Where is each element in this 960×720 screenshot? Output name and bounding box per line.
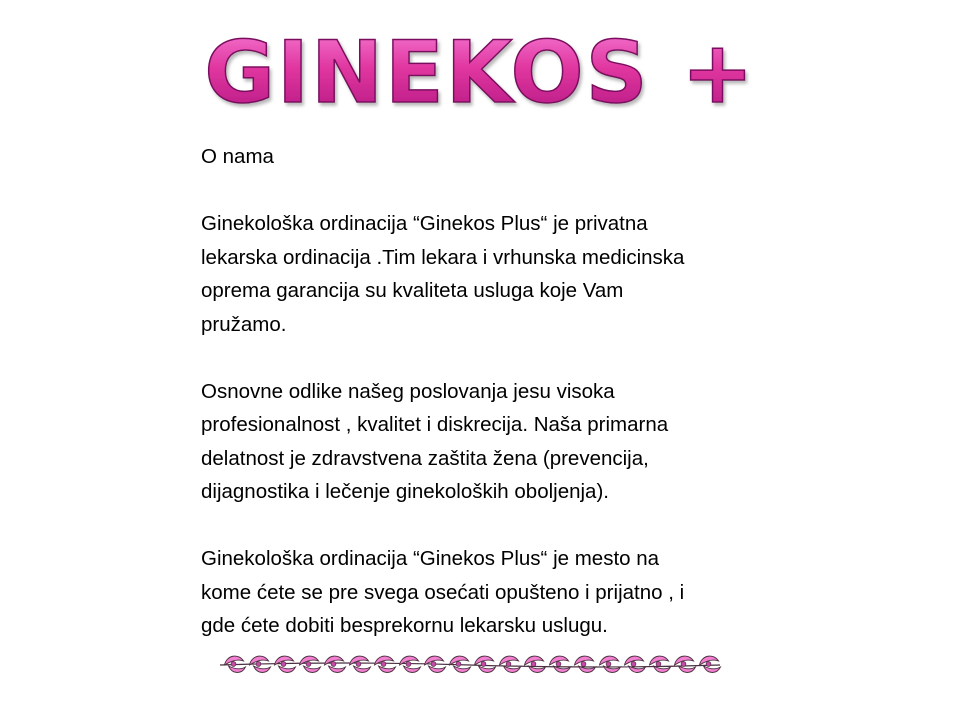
paragraph-line: Ginekološka ordinacija “Ginekos Plus“ je privatna (201, 212, 648, 235)
paragraph-line: gde ćete dobiti besprekornu lekarsku uslugu. (201, 614, 608, 637)
page-title (200, 22, 760, 122)
paragraph-line: pružamo. (201, 312, 287, 336)
paragraph-line: dijagnostika i lečenje ginekoloških oboljenja). (201, 480, 609, 503)
paragraph-line: kome ćete se pre svega osećati opušteno i prijatno , i (201, 580, 685, 604)
paragraph-intro (201, 207, 801, 341)
about-content (201, 140, 801, 643)
paragraph-line: Osnovne odlike našeg poslovanja jesu visoka (201, 379, 615, 403)
paragraph-line: delatnost je zdravstvena zaštita žena (prevencija, (201, 446, 649, 470)
section-heading: O nama (201, 145, 274, 168)
floral-border-icon (218, 650, 722, 678)
paragraph-line: oprema garancija su kvaliteta usluga koje Vam (201, 279, 624, 302)
paragraph-line: profesionalnost , kvalitet i diskrecija. Naša primarna (201, 413, 669, 436)
paragraph-closing (201, 542, 801, 643)
paragraph-line: lekarska ordinacija .Tim lekara i vrhunska medicinska (201, 245, 685, 269)
paragraph-values (201, 375, 801, 509)
paragraph-line: Ginekološka ordinacija “Ginekos Plus“ je mesto na (201, 547, 660, 570)
floral-border (218, 650, 722, 678)
title-text: GINEKOS + (204, 23, 756, 122)
